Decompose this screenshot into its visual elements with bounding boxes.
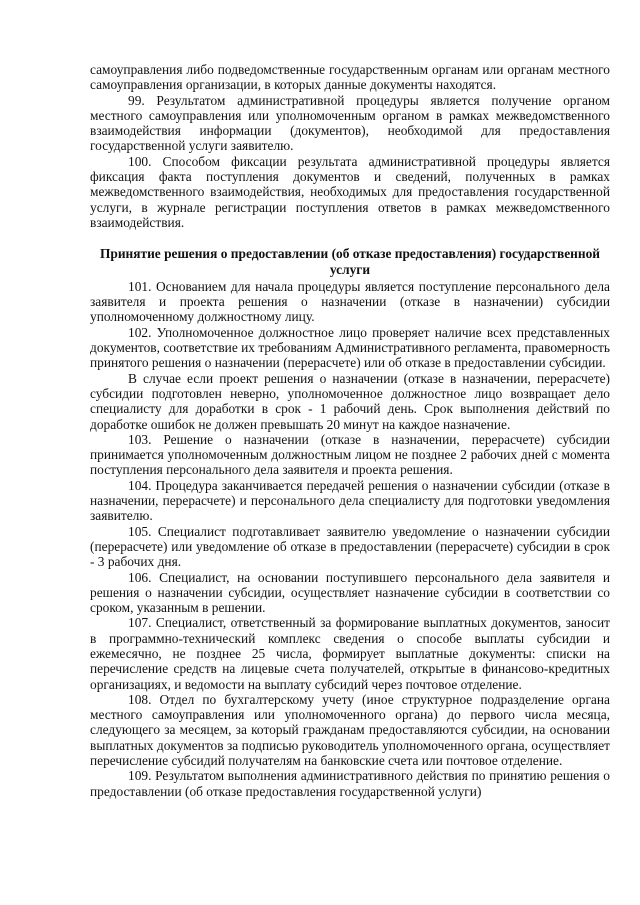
- paragraph-99: 99. Результатом административной процедуры является получение органом местного самоуправления или уполномоченным органом в рамках межведомственного взаимодействия информации (документов), необходимой для предоставления государственной услуги заявителю.: [90, 92, 610, 154]
- paragraph-102: 102. Уполномоченное должностное лицо проверяет наличие всех представленных документов, соответствие их требованиям Административного регламента, правомерность принятого решения о назначении (перерасчете) или об отказе в предоставлении субсидии.: [90, 324, 610, 371]
- paragraph-105: 105. Специалист подготавливает заявителю уведомление о назначении субсидии (перерасчете) или уведомление об отказе в предоставлении (перерасчете) субсидии в срок - 3 рабочих дня.: [90, 523, 610, 570]
- paragraph-108: 108. Отдел по бухгалтерскому учету (иное структурное подразделение органа местного самоуправления или уполномоченного органа) до первого числа месяца, следующего за месяцем, за который гражданам предоставляются субсидии, на основании выплатных документов за подписью руководитель уполномоченного органа, осуществляет перечисление субсидий получателям на банковские счета или почтовое отделение.: [90, 691, 610, 769]
- paragraph-102-note: В случае если проект решения о назначении (отказе в назначении, перерасчете) субсидии подготовлен неверно, уполномоченное должностное лицо возвращает дело специалисту для доработки в срок - 1 рабочий день. Срок выполнения действий по доработке ошибок не должен превышать 20 минут на каждое назначение.: [90, 370, 610, 432]
- paragraph-109: 109. Результатом выполнения административного действия по принятию решения о предоставлении (об отказе предоставления государственной услуги): [90, 768, 610, 799]
- paragraph-continuation: самоуправления либо подведомственные государственным органам или органам местного самоуправления организации, в которых данные документы находятся.: [90, 62, 610, 93]
- paragraph-104: 104. Процедура заканчивается передачей решения о назначении субсидии (отказе в назначении, перерасчете) и персонального дела специалисту для подготовки уведомления заявителю.: [90, 477, 610, 524]
- section-heading: Принятие решения о предоставлении (об отказе предоставления) государственной услуги: [99, 246, 601, 277]
- paragraph-106: 106. Специалист, на основании поступившего персонального дела заявителя и решения о назначении субсидии, осуществляет назначение субсидии в соответствии со сроком, указанным в решении.: [90, 569, 610, 616]
- document-page: [90, 62, 610, 799]
- paragraph-107: 107. Специалист, ответственный за формирование выплатных документов, заносит в программно-технический комплекс сведения о способе выплаты субсидии и ежемесячно, не позднее 25 числа, формирует выплатные документы: списки на перечисление средств на лицевые счета получателей, открытые в финансово-кредитных организациях, и ведомости на выплату субсидий через почтовое отделение.: [90, 615, 610, 692]
- paragraph-100: 100. Способом фиксации результата административной процедуры является фиксация факта поступления документов и сведений, полученных в рамках межведомственного взаимодействия, необходимых для предоставления государственной услуги, в журнале регистрации поступления ответов в рамках межведомственного взаимодействия.: [90, 153, 610, 230]
- paragraph-101: 101. Основанием для начала процедуры является поступление персонального дела заявителя и проекта решения о назначении (отказе в назначении) субсидии уполномоченному должностному лицу.: [90, 278, 610, 325]
- paragraph-103: 103. Решение о назначении (отказе в назначении, перерасчете) субсидии принимается уполномоченным должностным лицом не позднее 2 рабочих дней с момента поступления персонального дела заявителя и проекта решения.: [90, 431, 610, 478]
